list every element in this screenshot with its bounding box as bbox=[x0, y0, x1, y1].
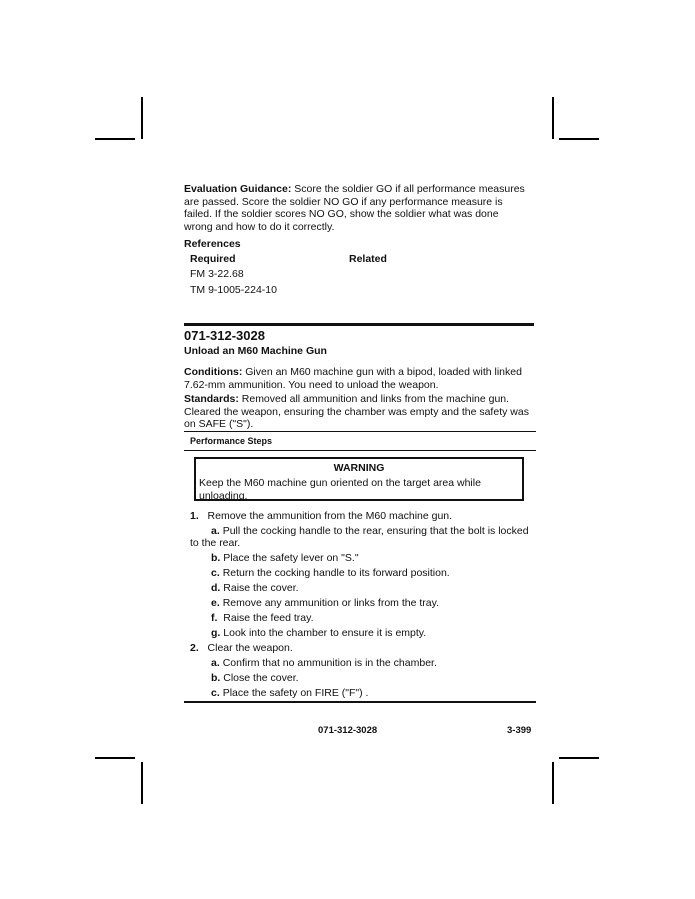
step-2a bbox=[211, 657, 437, 670]
step-number: 2. bbox=[190, 642, 199, 654]
steps-bottom-rule bbox=[184, 701, 536, 703]
evaluation-text: Score the soldier GO if all performance measures are passed. Score the soldier NO GO if any performance measure is failed. If the soldier scores NO GO, show the soldier what was done wrong and how to do it correctly. bbox=[184, 183, 525, 233]
step-letter: c. bbox=[211, 567, 220, 579]
crop-mark bbox=[559, 757, 599, 759]
crop-mark bbox=[552, 762, 554, 804]
standards-label: Standards: bbox=[184, 393, 239, 405]
step-number: 1. bbox=[190, 510, 199, 522]
task-title: Unload an M60 Machine Gun bbox=[184, 345, 327, 357]
step-text: Confirm that no ammunition is in the chamber. bbox=[222, 657, 437, 669]
step-text: Place the safety on FIRE ("F") . bbox=[222, 687, 369, 699]
warning-title: WARNING bbox=[333, 462, 385, 474]
step-letter: d. bbox=[211, 582, 221, 594]
step-text: Look into the chamber to ensure it is empty. bbox=[223, 627, 427, 639]
step-letter: e. bbox=[211, 597, 220, 609]
related-label: Related bbox=[349, 253, 387, 265]
footer-page-number: 3-399 bbox=[507, 725, 532, 736]
step-letter: b. bbox=[211, 552, 221, 564]
step-text: Clear the weapon. bbox=[207, 642, 293, 654]
step-text: Raise the feed tray. bbox=[223, 612, 314, 624]
reference-item: FM 3-22.68 bbox=[190, 268, 244, 280]
crop-mark bbox=[95, 757, 135, 759]
step-letter: a. bbox=[211, 525, 220, 537]
step-1e bbox=[211, 597, 439, 610]
task-rule bbox=[184, 323, 534, 326]
step-1a bbox=[211, 525, 529, 538]
footer-task-number: 071-312-3028 bbox=[318, 725, 378, 736]
crop-mark bbox=[95, 138, 135, 140]
step-text: Pull the cocking handle to the rear, ensuring that the bolt is locked bbox=[222, 525, 529, 537]
step-1d bbox=[211, 582, 299, 595]
step-letter: a. bbox=[211, 657, 220, 669]
crop-mark bbox=[559, 138, 599, 140]
step-text: Remove any ammunition or links from the tray. bbox=[222, 597, 439, 609]
references-heading: References bbox=[184, 238, 241, 250]
step-2 bbox=[190, 642, 293, 655]
crop-mark bbox=[141, 97, 143, 139]
step-1a-continued: to the rear. bbox=[190, 537, 241, 549]
standards bbox=[184, 393, 529, 431]
step-1f bbox=[211, 612, 314, 625]
step-text: Place the safety lever on "S." bbox=[223, 552, 359, 564]
evaluation-guidance bbox=[184, 183, 526, 233]
crop-mark bbox=[141, 762, 143, 804]
step-2b bbox=[211, 672, 299, 685]
step-letter: b. bbox=[211, 672, 221, 684]
step-2c bbox=[211, 687, 368, 700]
step-text: Remove the ammunition from the M60 machine gun. bbox=[207, 510, 453, 522]
standards-text: Removed all ammunition and links from the machine gun. Cleared the weapon, ensuring the chamber was empty and the safety was on SAFE ("S"). bbox=[184, 393, 529, 430]
conditions-text: Given an M60 machine gun with a bipod, loaded with linked 7.62-mm ammunition. You need to unload the weapon. bbox=[184, 366, 522, 391]
required-label: Required bbox=[190, 253, 236, 265]
step-1c bbox=[211, 567, 450, 580]
step-text: Close the cover. bbox=[223, 672, 299, 684]
conditions bbox=[184, 366, 529, 391]
task-number: 071-312-3028 bbox=[184, 328, 265, 343]
evaluation-label: Evaluation Guidance: bbox=[184, 183, 292, 195]
step-1b bbox=[211, 552, 359, 565]
steps-top-rule bbox=[184, 431, 536, 432]
warning-box bbox=[194, 457, 524, 501]
step-1 bbox=[190, 510, 452, 523]
conditions-label: Conditions: bbox=[184, 366, 243, 378]
step-letter: c. bbox=[211, 687, 220, 699]
step-text: Raise the cover. bbox=[223, 582, 299, 594]
crop-mark bbox=[552, 97, 554, 139]
step-text: Return the cocking handle to its forward position. bbox=[222, 567, 450, 579]
reference-item: TM 9-1005-224-10 bbox=[190, 284, 277, 296]
step-1g bbox=[211, 627, 426, 640]
step-letter: f. bbox=[211, 612, 218, 624]
step-letter: g. bbox=[211, 627, 221, 639]
warning-text: Keep the M60 machine gun oriented on the target area while unloading. bbox=[199, 477, 481, 502]
steps-sub-rule bbox=[184, 450, 536, 451]
performance-steps-label: Performance Steps bbox=[190, 436, 273, 446]
